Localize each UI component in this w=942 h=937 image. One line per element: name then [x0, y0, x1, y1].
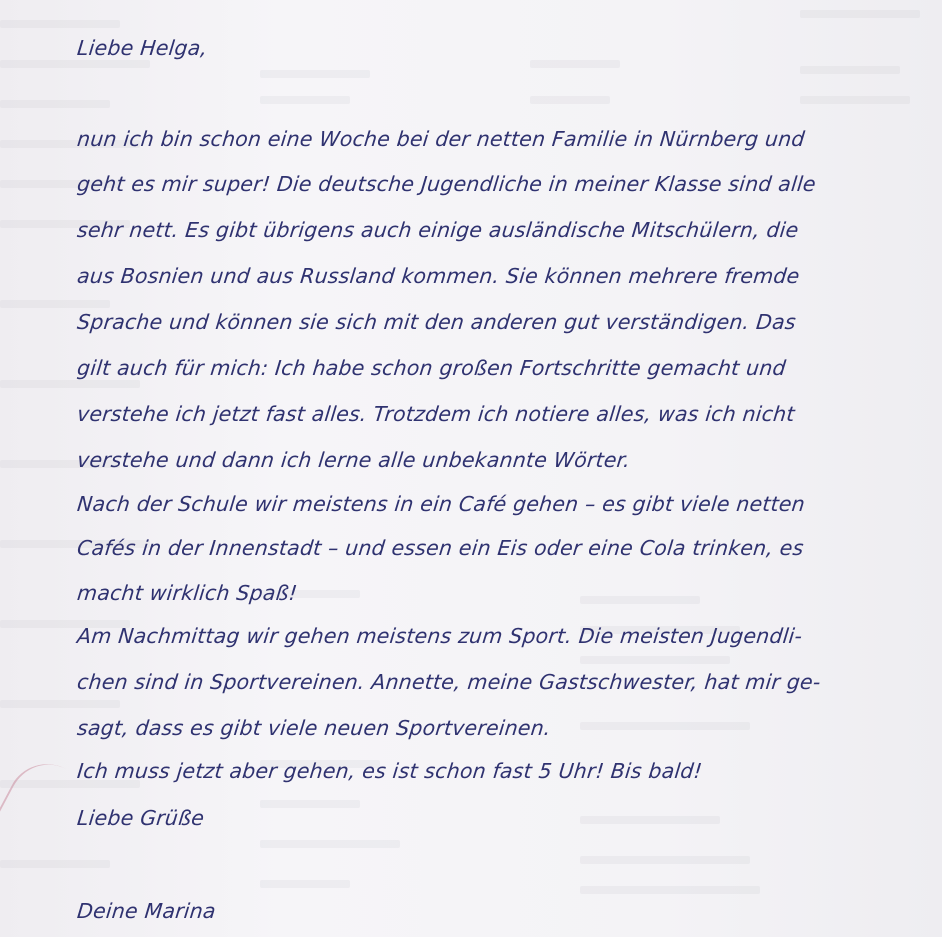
letter-line: Nach der Schule wir meistens in ein Café gehen – es gibt viele netten: [76, 492, 807, 516]
letter-line: geht es mir super! Die deutsche Jugendliche in meiner Klasse sind alle: [76, 172, 818, 196]
letter-line: Sprache und können sie sich mit den anderen gut verständigen. Das: [76, 310, 798, 334]
letter-signature: Deine Marina: [76, 899, 218, 923]
letter-closing: Liebe Grüße: [76, 806, 206, 830]
letter-line: macht wirklich Spaß!: [76, 581, 299, 605]
letter-line: verstehe und dann ich lerne alle unbekannte Wörter.: [76, 448, 632, 472]
pen-mark: [0, 750, 85, 850]
letter-line: Ich muss jetzt aber gehen, es ist schon fast 5 Uhr! Bis bald!: [76, 759, 704, 783]
letter-line: sehr nett. Es gibt übrigens auch einige ausländische Mitschülern, die: [76, 218, 800, 242]
letter-line: verstehe ich jetzt fast alles. Trotzdem ich notiere alles, was ich nicht: [76, 402, 796, 426]
letter-line: sagt, dass es gibt viele neuen Sportvereinen.: [76, 716, 553, 740]
letter-line: aus Bosnien und aus Russland kommen. Sie können mehrere fremde: [76, 264, 801, 288]
letter-line: nun ich bin schon eine Woche bei der netten Familie in Nürnberg und: [76, 127, 807, 151]
letter-line: chen sind in Sportvereinen. Annette, meine Gastschwester, hat mir ge-: [76, 670, 822, 694]
letter-line: Am Nachmittag wir gehen meistens zum Sport. Die meisten Jugendli-: [76, 624, 804, 648]
letter-line: Cafés in der Innenstadt – und essen ein Eis oder eine Cola trinken, es: [76, 536, 805, 560]
letter-greeting: Liebe Helga,: [76, 36, 209, 60]
letter-line: gilt auch für mich: Ich habe schon großen Fortschritte gemacht und: [76, 356, 788, 380]
